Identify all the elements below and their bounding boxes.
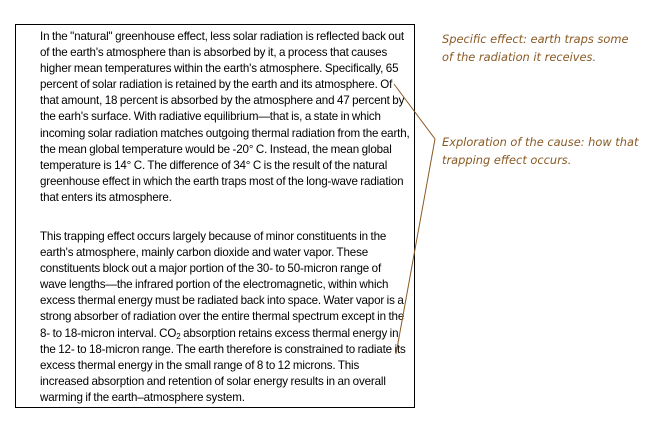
paragraph-cause-text-b: absorption retains excess thermal energy in the 12- to 18-micron range. The earth therefore is constrained to radiate its excess thermal energy in the small range of 8 to 12 microns. This increased absorption and retention of solar energy results in an overall warming if the earth–atmosphere system. [40,326,406,404]
connector-bracket [394,84,435,354]
annotation-exploration-cause: Exploration of the cause: how that trapping effect occurs. [442,135,639,167]
paragraph-effect: In the "natural" greenhouse effect, less solar radiation is reflected back out of the earth's atmosphere than is absorbed by it, a process that causes higher mean temperatures within the earth's atmosphere. Specifically, 65 percent of solar radiation is retained by the earth and its atmosphere. Of that amount, 18 percent is absorbed by the atmosphere and 47 percent by the earh's surface. With radiative equilibrium—that is, a state in which incoming solar radiation matches outgoing thermal radiation from the earth, the mean global temperature would be -20° C. Instead, the mean global temperature is 14° C. The difference of 34° C is the result of the natural greenhouse effect in which the earth traps most of the long-wave radiation that enters its atmosphere. [40,30,410,204]
subscript-2: 2 [176,331,181,341]
paragraph-cause-text-a: This trapping effect occurs largely because of minor constituents in the earth's atmosphere, mainly carbon dioxide and water vapor. These constituents block out a major portion of the 30- to 50-micron range of wave lengths—the infrared portion of the electromagnetic, within which excess thermal energy must be radiated back into space. Water vapor is a strong absorber of radiation over the entire thermal spectrum except in the 8- to 18-micron interval. CO [40,230,405,340]
annotation-specific-effect: Specific effect: earth traps some of the radiation it receives. [442,32,629,64]
